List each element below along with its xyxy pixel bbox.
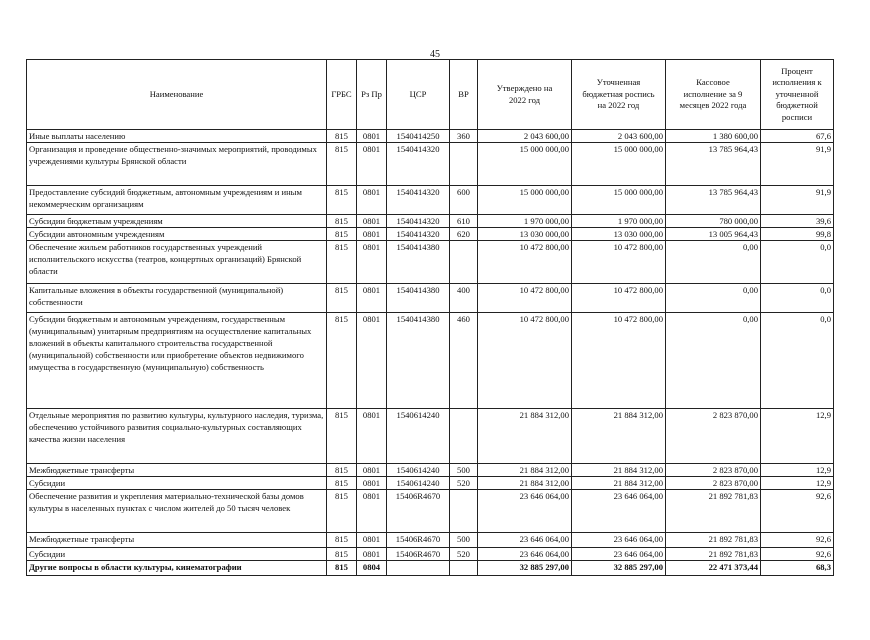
cell-refined: 15 000 000,00 bbox=[572, 186, 666, 215]
cell-name: Обеспечение развития и укрепления материально-технической базы домов культуры в населенных пунктах с числом жителей до 50 тысяч человек bbox=[27, 490, 327, 533]
cell-approved: 23 646 064,00 bbox=[478, 548, 572, 561]
header-refined: Уточненная бюджетная роспись на 2022 год bbox=[572, 60, 666, 130]
cell-name: Межбюджетные трансферты bbox=[27, 464, 327, 477]
cell-csr: 1540414320 bbox=[387, 228, 450, 241]
cell-grbs: 815 bbox=[327, 186, 357, 215]
cell-percent: 67,6 bbox=[761, 130, 834, 143]
cell-approved: 23 646 064,00 bbox=[478, 533, 572, 548]
cell-csr: 1540414320 bbox=[387, 186, 450, 215]
cell-rzpr: 0801 bbox=[357, 284, 387, 313]
header-grbs: ГРБС bbox=[327, 60, 357, 130]
table-row bbox=[27, 284, 834, 313]
cell-approved: 15 000 000,00 bbox=[478, 143, 572, 186]
cell-refined: 21 884 312,00 bbox=[572, 464, 666, 477]
cell-executed: 780 000,00 bbox=[666, 215, 761, 228]
table-row bbox=[27, 490, 834, 533]
cell-vr: 520 bbox=[450, 548, 478, 561]
cell-percent: 0,0 bbox=[761, 241, 834, 284]
table-row bbox=[27, 409, 834, 464]
cell-vr: 520 bbox=[450, 477, 478, 490]
cell-grbs: 815 bbox=[327, 490, 357, 533]
cell-grbs: 815 bbox=[327, 215, 357, 228]
header-csr: ЦСР bbox=[387, 60, 450, 130]
cell-executed: 21 892 781,83 bbox=[666, 533, 761, 548]
cell-csr: 1540414380 bbox=[387, 284, 450, 313]
cell-executed: 13 785 964,43 bbox=[666, 143, 761, 186]
cell-csr: 1540614240 bbox=[387, 409, 450, 464]
cell-rzpr: 0804 bbox=[357, 561, 387, 576]
cell-executed: 13 785 964,43 bbox=[666, 186, 761, 215]
cell-csr: 1540614240 bbox=[387, 477, 450, 490]
cell-name: Организация и проведение общественно-значимых мероприятий, проводимых учреждениями культуры Брянской области bbox=[27, 143, 327, 186]
cell-refined: 23 646 064,00 bbox=[572, 490, 666, 533]
cell-executed: 2 823 870,00 bbox=[666, 464, 761, 477]
cell-executed: 21 892 781,83 bbox=[666, 490, 761, 533]
cell-approved: 10 472 800,00 bbox=[478, 284, 572, 313]
cell-approved: 10 472 800,00 bbox=[478, 313, 572, 409]
cell-rzpr: 0801 bbox=[357, 241, 387, 284]
cell-csr: 1540414380 bbox=[387, 313, 450, 409]
cell-name: Предоставление субсидий бюджетным, автономным учреждениям и иным некоммерческим организациям bbox=[27, 186, 327, 215]
cell-percent: 99,8 bbox=[761, 228, 834, 241]
cell-approved: 21 884 312,00 bbox=[478, 464, 572, 477]
cell-name: Капитальные вложения в объекты государственной (муниципальной) собственности bbox=[27, 284, 327, 313]
cell-name: Субсидии автономным учреждениям bbox=[27, 228, 327, 241]
table-row bbox=[27, 533, 834, 548]
table-row bbox=[27, 241, 834, 284]
cell-grbs: 815 bbox=[327, 464, 357, 477]
header-executed: Кассовое исполнение за 9 месяцев 2022 года bbox=[666, 60, 761, 130]
cell-percent: 12,9 bbox=[761, 409, 834, 464]
cell-approved: 23 646 064,00 bbox=[478, 490, 572, 533]
cell-rzpr: 0801 bbox=[357, 548, 387, 561]
table-row bbox=[27, 561, 834, 576]
cell-refined: 23 646 064,00 bbox=[572, 533, 666, 548]
cell-vr: 400 bbox=[450, 284, 478, 313]
cell-rzpr: 0801 bbox=[357, 186, 387, 215]
cell-vr bbox=[450, 561, 478, 576]
cell-refined: 21 884 312,00 bbox=[572, 409, 666, 464]
cell-percent: 39,6 bbox=[761, 215, 834, 228]
cell-vr bbox=[450, 241, 478, 284]
cell-vr bbox=[450, 409, 478, 464]
cell-rzpr: 0801 bbox=[357, 130, 387, 143]
cell-vr: 620 bbox=[450, 228, 478, 241]
cell-percent: 92,6 bbox=[761, 533, 834, 548]
cell-grbs: 815 bbox=[327, 477, 357, 490]
cell-grbs: 815 bbox=[327, 228, 357, 241]
cell-percent: 92,6 bbox=[761, 548, 834, 561]
cell-approved: 10 472 800,00 bbox=[478, 241, 572, 284]
cell-rzpr: 0801 bbox=[357, 215, 387, 228]
cell-rzpr: 0801 bbox=[357, 477, 387, 490]
cell-refined: 2 043 600,00 bbox=[572, 130, 666, 143]
cell-approved: 21 884 312,00 bbox=[478, 409, 572, 464]
header-percent: Процент исполнения к уточненной бюджетной росписи bbox=[761, 60, 834, 130]
header-vr: ВР bbox=[450, 60, 478, 130]
cell-rzpr: 0801 bbox=[357, 409, 387, 464]
cell-vr: 460 bbox=[450, 313, 478, 409]
cell-grbs: 815 bbox=[327, 409, 357, 464]
table-header-row bbox=[27, 60, 834, 130]
cell-percent: 91,9 bbox=[761, 186, 834, 215]
table-row bbox=[27, 464, 834, 477]
cell-percent: 12,9 bbox=[761, 477, 834, 490]
cell-rzpr: 0801 bbox=[357, 313, 387, 409]
cell-vr bbox=[450, 490, 478, 533]
cell-vr: 500 bbox=[450, 464, 478, 477]
cell-rzpr: 0801 bbox=[357, 533, 387, 548]
table-row bbox=[27, 130, 834, 143]
cell-executed: 0,00 bbox=[666, 313, 761, 409]
header-rzpr: Рз Пр bbox=[357, 60, 387, 130]
cell-refined: 1 970 000,00 bbox=[572, 215, 666, 228]
cell-percent: 0,0 bbox=[761, 284, 834, 313]
cell-refined: 32 885 297,00 bbox=[572, 561, 666, 576]
cell-grbs: 815 bbox=[327, 548, 357, 561]
table-row bbox=[27, 313, 834, 409]
cell-csr: 1540614240 bbox=[387, 464, 450, 477]
budget-table bbox=[26, 59, 834, 576]
cell-rzpr: 0801 bbox=[357, 228, 387, 241]
cell-grbs: 815 bbox=[327, 130, 357, 143]
cell-executed: 2 823 870,00 bbox=[666, 409, 761, 464]
cell-refined: 10 472 800,00 bbox=[572, 284, 666, 313]
cell-vr: 500 bbox=[450, 533, 478, 548]
table-row bbox=[27, 548, 834, 561]
cell-rzpr: 0801 bbox=[357, 490, 387, 533]
cell-approved: 1 970 000,00 bbox=[478, 215, 572, 228]
cell-grbs: 815 bbox=[327, 241, 357, 284]
cell-approved: 13 030 000,00 bbox=[478, 228, 572, 241]
cell-percent: 68,3 bbox=[761, 561, 834, 576]
cell-name: Субсидии бюджетным учреждениям bbox=[27, 215, 327, 228]
cell-executed: 2 823 870,00 bbox=[666, 477, 761, 490]
cell-percent: 0,0 bbox=[761, 313, 834, 409]
cell-approved: 15 000 000,00 bbox=[478, 186, 572, 215]
cell-name: Обеспечение жильем работников государственных учреждений исполнительского искусства (театров, концертных организаций) Брянской области bbox=[27, 241, 327, 284]
cell-refined: 10 472 800,00 bbox=[572, 313, 666, 409]
table-row bbox=[27, 143, 834, 186]
cell-name: Субсидии бюджетным и автономным учреждениям, государственным (муниципальным) унитарным предприятиям на осуществление капитальных вложений в объекты капитального строительства государственной (муниципальной) собственности или приобретение объектов недвижимого имущества в государственную (муниципальную) собственность bbox=[27, 313, 327, 409]
cell-csr: 1540414250 bbox=[387, 130, 450, 143]
cell-approved: 32 885 297,00 bbox=[478, 561, 572, 576]
cell-name: Субсидии bbox=[27, 477, 327, 490]
cell-percent: 92,6 bbox=[761, 490, 834, 533]
cell-refined: 21 884 312,00 bbox=[572, 477, 666, 490]
cell-name: Межбюджетные трансферты bbox=[27, 533, 327, 548]
cell-percent: 12,9 bbox=[761, 464, 834, 477]
table-row bbox=[27, 477, 834, 490]
cell-vr: 610 bbox=[450, 215, 478, 228]
cell-refined: 15 000 000,00 bbox=[572, 143, 666, 186]
cell-csr: 1540414380 bbox=[387, 241, 450, 284]
cell-csr bbox=[387, 561, 450, 576]
cell-executed: 21 892 781,83 bbox=[666, 548, 761, 561]
cell-grbs: 815 bbox=[327, 143, 357, 186]
cell-executed: 1 380 600,00 bbox=[666, 130, 761, 143]
cell-grbs: 815 bbox=[327, 313, 357, 409]
cell-csr: 15406R4670 bbox=[387, 490, 450, 533]
cell-executed: 22 471 373,44 bbox=[666, 561, 761, 576]
cell-csr: 15406R4670 bbox=[387, 533, 450, 548]
cell-rzpr: 0801 bbox=[357, 143, 387, 186]
header-name: Наименование bbox=[27, 60, 327, 130]
cell-vr: 360 bbox=[450, 130, 478, 143]
table-row bbox=[27, 215, 834, 228]
cell-csr: 15406R4670 bbox=[387, 548, 450, 561]
cell-approved: 21 884 312,00 bbox=[478, 477, 572, 490]
cell-vr bbox=[450, 143, 478, 186]
cell-refined: 13 030 000,00 bbox=[572, 228, 666, 241]
cell-name: Другие вопросы в области культуры, кинематографии bbox=[27, 561, 327, 576]
cell-vr: 600 bbox=[450, 186, 478, 215]
header-approved: Утверждено на 2022 год bbox=[478, 60, 572, 130]
cell-grbs: 815 bbox=[327, 533, 357, 548]
cell-percent: 91,9 bbox=[761, 143, 834, 186]
cell-name: Иные выплаты населению bbox=[27, 130, 327, 143]
cell-approved: 2 043 600,00 bbox=[478, 130, 572, 143]
cell-csr: 1540414320 bbox=[387, 143, 450, 186]
cell-name: Отдельные мероприятия по развитию культуры, культурного наследия, туризма, обеспечению устойчивого развития социально-культурных составляющих качества жизни населения bbox=[27, 409, 327, 464]
page-number: 45 bbox=[430, 49, 440, 60]
cell-refined: 10 472 800,00 bbox=[572, 241, 666, 284]
cell-rzpr: 0801 bbox=[357, 464, 387, 477]
cell-grbs: 815 bbox=[327, 561, 357, 576]
table-row bbox=[27, 186, 834, 215]
cell-grbs: 815 bbox=[327, 284, 357, 313]
cell-executed: 0,00 bbox=[666, 284, 761, 313]
cell-refined: 23 646 064,00 bbox=[572, 548, 666, 561]
cell-csr: 1540414320 bbox=[387, 215, 450, 228]
cell-executed: 0,00 bbox=[666, 241, 761, 284]
cell-executed: 13 005 964,43 bbox=[666, 228, 761, 241]
cell-name: Субсидии bbox=[27, 548, 327, 561]
table-row bbox=[27, 228, 834, 241]
